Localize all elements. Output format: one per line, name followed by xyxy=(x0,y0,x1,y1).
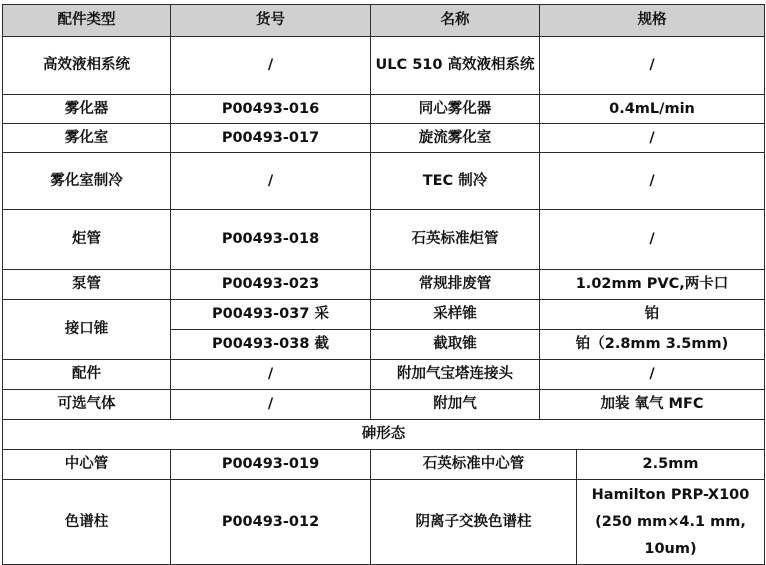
cell-name: 采样锥 xyxy=(371,300,540,330)
cell-type: 雾化室 xyxy=(3,124,171,153)
cell-spec: 0.4mL/min xyxy=(540,95,765,124)
cell-spec: Hamilton PRP-X100 (250 mm×4.1 mm, 10um) xyxy=(577,480,765,565)
cell-spec: / xyxy=(540,37,765,95)
cell-spec: 铂（2.8mm 3.5mm) xyxy=(540,330,765,360)
cell-type: 炬管 xyxy=(3,210,171,270)
cell-code: P00493-019 xyxy=(171,450,371,480)
cell-spec: 2.5mm xyxy=(577,450,765,480)
table-row xyxy=(3,153,765,210)
cell-code: P00493-018 xyxy=(171,210,371,270)
cell-spec: / xyxy=(540,360,765,390)
table-row xyxy=(3,480,765,565)
header-cell-type: 配件类型 xyxy=(3,5,171,37)
cell-code: P00493-012 xyxy=(171,480,371,565)
table-row xyxy=(3,360,765,390)
cell-type: 雾化室制冷 xyxy=(3,153,171,210)
table-row xyxy=(3,450,765,480)
table-row xyxy=(3,95,765,124)
cell-type: 色谱柱 xyxy=(3,480,171,565)
cell-name: 同心雾化器 xyxy=(371,95,540,124)
parts-table xyxy=(2,4,765,565)
cell-name: 截取锥 xyxy=(371,330,540,360)
cell-code: / xyxy=(171,390,371,420)
cell-code: / xyxy=(171,37,371,95)
cell-name: 旋流雾化室 xyxy=(371,124,540,153)
table-row xyxy=(3,390,765,420)
cell-spec: / xyxy=(540,153,765,210)
cell-spec: 铂 xyxy=(540,300,765,330)
cell-code: / xyxy=(171,360,371,390)
cell-name: 附加气 xyxy=(371,390,540,420)
table-header-row xyxy=(3,5,765,37)
cell-spec: / xyxy=(540,124,765,153)
cell-type: 泵管 xyxy=(3,270,171,300)
cell-name: 石英标准中心管 xyxy=(371,450,577,480)
cell-code: P00493-016 xyxy=(171,95,371,124)
cell-type: 雾化器 xyxy=(3,95,171,124)
header-cell-spec: 规格 xyxy=(540,5,765,37)
cell-spec: / xyxy=(540,210,765,270)
cell-name: 常规排废管 xyxy=(371,270,540,300)
cell-name: TEC 制冷 xyxy=(371,153,540,210)
cell-code: P00493-023 xyxy=(171,270,371,300)
header-cell-name: 名称 xyxy=(371,5,540,37)
cell-spec: 1.02mm PVC,两卡口 xyxy=(540,270,765,300)
table-row xyxy=(3,300,765,330)
cell-type: 接口锥 xyxy=(3,300,171,360)
cell-code: P00493-038 截 xyxy=(171,330,371,360)
cell-name: ULC 510 高效液相系统 xyxy=(371,37,540,95)
cell-name: 阴离子交换色谱柱 xyxy=(371,480,577,565)
header-cell-code: 货号 xyxy=(171,5,371,37)
cell-type: 高效液相系统 xyxy=(3,37,171,95)
table-row xyxy=(3,37,765,95)
cell-code: / xyxy=(171,153,371,210)
cell-name: 石英标准炬管 xyxy=(371,210,540,270)
section-title-row xyxy=(3,420,765,450)
cell-spec: 加装 氧气 MFC xyxy=(540,390,765,420)
cell-name: 附加气宝塔连接头 xyxy=(371,360,540,390)
cell-type: 中心管 xyxy=(3,450,171,480)
table-row xyxy=(3,270,765,300)
section-title: 砷形态 xyxy=(3,420,765,450)
table-row xyxy=(3,124,765,153)
cell-type: 可选气体 xyxy=(3,390,171,420)
table-row xyxy=(3,210,765,270)
cell-type: 配件 xyxy=(3,360,171,390)
cell-code: P00493-037 采 xyxy=(171,300,371,330)
cell-code: P00493-017 xyxy=(171,124,371,153)
